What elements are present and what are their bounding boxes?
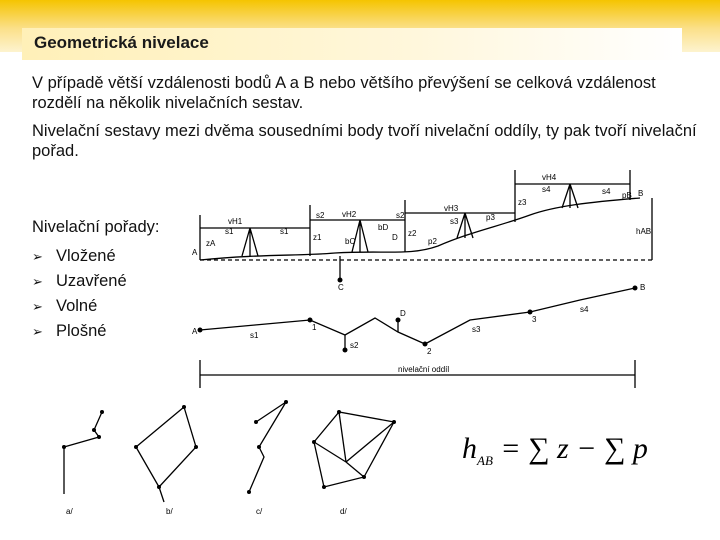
- label-z1: z1: [313, 233, 322, 242]
- label-route-d: d/: [340, 507, 347, 516]
- label-plan-1: 1: [312, 323, 317, 332]
- label-D: D: [392, 233, 398, 242]
- label-vh2: vH2: [342, 210, 357, 219]
- label-p2: p2: [428, 237, 437, 246]
- formula-subscript: AB: [477, 453, 493, 468]
- label-s1-right: s1: [280, 227, 289, 236]
- formula-rhs: = ∑ z − ∑ p: [500, 432, 648, 465]
- label-s4-b: s4: [602, 187, 611, 196]
- label-plan-s4: s4: [580, 305, 589, 314]
- list-item-label: Volné: [56, 297, 98, 315]
- arrow-bullet-icon: ➢: [32, 323, 43, 339]
- paragraph-2: Nivelační sestavy mezi dvěma sousedními body tvoří nivelační oddíly, ty pak tvoří nivelační pořad.: [32, 122, 697, 160]
- leveling-diagram: [170, 160, 670, 395]
- list-item: [32, 244, 127, 269]
- arrow-bullet-icon: ➢: [32, 248, 43, 264]
- label-A: A: [192, 248, 198, 257]
- label-z3: z3: [518, 198, 527, 207]
- label-route-b: b/: [166, 507, 173, 516]
- label-oddil: nivelační oddíl: [398, 365, 450, 374]
- label-s1-profile: s1: [225, 227, 234, 236]
- label-vh3: vH3: [444, 204, 459, 213]
- label-s2: s2: [316, 211, 325, 220]
- arrow-bullet-icon: ➢: [32, 298, 43, 314]
- label-plan-s2: s2: [350, 341, 359, 350]
- label-p3: p3: [486, 213, 495, 222]
- list-item: [32, 269, 127, 294]
- formula-h: h: [462, 432, 477, 465]
- label-vh1: vH1: [228, 217, 243, 226]
- label-s4: s4: [542, 185, 551, 194]
- list-item: [32, 294, 127, 319]
- label-s2-b: s2: [396, 211, 405, 220]
- page-title: Geometrická nivelace: [34, 33, 209, 52]
- label-z2: z2: [408, 229, 417, 238]
- label-bc: bC: [345, 237, 356, 246]
- list-item-label: Vložené: [56, 247, 116, 265]
- list-heading: Nivelační pořady:: [32, 218, 160, 236]
- label-plan-3: 3: [532, 315, 537, 324]
- label-s3: s3: [450, 217, 459, 226]
- height-difference-formula: [462, 432, 648, 469]
- route-type-list: [32, 244, 127, 344]
- label-plan-s1: s1: [250, 331, 259, 340]
- list-item-label: Plošné: [56, 322, 107, 340]
- label-plan-D: D: [400, 309, 406, 318]
- arrow-bullet-icon: ➢: [32, 273, 43, 289]
- paragraph-1: V případě větší vzdálenosti bodů A a B nebo většího převýšení se celková vzdálenost rozdělí na několik nivelačních sestav.: [32, 74, 656, 112]
- label-plan-A: A: [192, 327, 198, 336]
- list-item-label: Uzavřené: [56, 272, 127, 290]
- label-route-a: a/: [66, 507, 73, 516]
- label-vh4: vH4: [542, 173, 557, 182]
- label-plan-s3: s3: [472, 325, 481, 334]
- label-plan-B: B: [640, 283, 646, 292]
- terrain-profile: [200, 198, 640, 260]
- label-zA: zA: [206, 239, 216, 248]
- label-C: C: [338, 283, 344, 292]
- label-B: B: [638, 189, 644, 198]
- label-plan-2: 2: [427, 347, 432, 356]
- list-item: [32, 319, 127, 344]
- label-pB: pB: [622, 191, 632, 200]
- label-hAB: hAB: [636, 227, 652, 236]
- label-bd: bD: [378, 223, 389, 232]
- label-route-c: c/: [256, 507, 263, 516]
- route-types-diagram: [24, 392, 419, 524]
- plan-route: [200, 288, 635, 344]
